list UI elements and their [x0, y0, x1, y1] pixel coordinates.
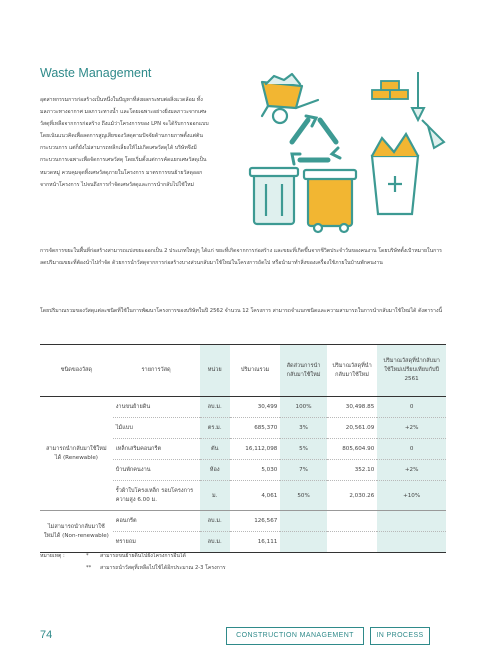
cell-pct: 5%: [280, 439, 326, 460]
page-number: 74: [40, 629, 53, 641]
cell-amount: 352.10: [327, 460, 377, 481]
group-renewable: สามารถนำกลับมาใช้ใหม่ได้ (Renewable): [40, 397, 113, 511]
cell-item: รั้วผ้าใบโครงเหล็ก รอบโครงการ ความสูง 6.00 ม.: [113, 481, 200, 511]
paper-recycling-icon: [372, 134, 418, 214]
bricks-icon: [372, 81, 408, 99]
cell-pct: [280, 511, 326, 532]
cell-pct: 50%: [280, 481, 326, 511]
cell-item: บ้านพักคนงาน: [113, 460, 200, 481]
intro-paragraph: อุตสาหกรรมการก่อสร้างเป็นหนึ่งในปัญหาที่ส่งผลกระทบต่อสิ่งแวดล้อม ทั้งมลภาวะทางอากาศ มลภาวะทางน้ำ และโดยเฉพาะอย่างยิ่งมลภาวะจากเศษวัสดุที่เหลือจากการก่อสร้าง ถึงแม้ว่าโครงการของ LPN จะได้รับการออกแบบโดยเน้นแนวคิดเพื่อลดการสูญเสียของวัสดุตามปัจจัยด้านกายภาพตั้งแต่ต้นกระบวนการ แต่ก็ยังไม่สามารถหลีกเลี่ยงให้ไม่เกิดเศษวัสดุได้ บริษัทจึงมีกระบวนการเฉพาะเพื่อจัดการเศษวัสดุ โดยเริ่มตั้งแต่การคัดแยกเศษวัสดุเป็นหมวดหมู่ ควบคุมจุดทิ้งเศษวัสดุภายในโครงการ มาตรการขนย้ายวัสดุออกจากหน้าโครงการ ไปจนถึงการกำจัดเศษวัสดุและการนำกลับไปใช้ใหม่: [40, 97, 209, 188]
note-text: สามารถขนย้ายดินไปยังโครงการอื่นได้: [100, 553, 186, 559]
waste-illustration: [222, 64, 452, 236]
table-header-row: [40, 345, 446, 397]
cell-recycle: +2%: [377, 460, 446, 481]
waste-classification-paragraph: การจัดการขยะในพื้นที่ก่อสร้างสามารถแบ่งขยะออกเป็น 2 ประเภทใหญ่ๆ ได้แก่ ขยะที่เกิดจากการก่อสร้าง และขยะที่เกิดขึ้นจากชีวิตประจำวันของคนงาน โดยบริษัทตั้งเป้าหมายในการลดปริมาณขยะที่ต้องนำไปกำจัด ด้วยการนำวัสดุจากการก่อสร้างบางส่วนกลับมาใช้ใหม่ในโครงการถัดไป หรือนำมาทำสิ่งของเครื่องใช้ภายในบ้านพักคนงาน: [40, 248, 442, 266]
cell-recycle: +2%: [377, 418, 446, 439]
cell-unit: ลบ.ม.: [200, 532, 230, 553]
cell-unit: ตัน: [200, 439, 230, 460]
cell-amount: [327, 532, 377, 553]
recycling-bin-icon: [250, 168, 298, 224]
note-text: สามารถนำวัสดุที่เหลือไปใช้ได้อีกประมาณ 2-3 โครงการ: [100, 565, 226, 571]
col-header-recycle: ปริมาณวัสดุที่นำกลับมาใช้ใหม่เปรียบเทียบกับปี 2561: [377, 345, 446, 397]
group-non-renewable: ไม่สามารถนำกลับมาใช้ใหม่ได้ (Non-renewable): [40, 511, 113, 553]
cell-total: 4,061: [230, 481, 280, 511]
cell-total: 685,370: [230, 418, 280, 439]
col-header-total: ปริมาณรวม: [240, 367, 270, 373]
cell-amount: [327, 511, 377, 532]
note-marker: **: [86, 565, 92, 571]
col-header-item: รายการวัสดุ: [141, 367, 171, 373]
notes-label: หมายเหตุ :: [40, 553, 65, 559]
cell-total: 30,499: [230, 397, 280, 418]
cell-pct: 7%: [280, 460, 326, 481]
shovel-icon: [412, 72, 424, 120]
materials-table: [40, 344, 446, 553]
col-header-amount: ปริมาณวัสดุที่นำกลับมาใช้ใหม่: [332, 362, 372, 378]
cell-total: 5,030: [230, 460, 280, 481]
recycle-symbol-icon: [292, 116, 340, 164]
cell-amount: 30,498.85: [327, 397, 377, 418]
cell-recycle: [377, 532, 446, 553]
cell-recycle: +10%: [377, 481, 446, 511]
status-tag: IN PROCESS: [370, 627, 430, 645]
trash-bin-icon: [304, 170, 356, 232]
cell-item: คอนกรีต: [113, 511, 200, 532]
cell-amount: 20,561.09: [327, 418, 377, 439]
cell-total: 16,112,098: [230, 439, 280, 460]
cell-pct: [280, 532, 326, 553]
cell-item: งานขนย้ายดิน: [113, 397, 200, 418]
col-header-unit: หน่วย: [200, 345, 230, 397]
cell-unit: ตร.ม.: [200, 418, 230, 439]
cell-recycle: 0: [377, 439, 446, 460]
cell-item: เหล็กเสริมคอนกรีต: [113, 439, 200, 460]
cell-recycle: [377, 511, 446, 532]
cell-item: ทรายถม: [113, 532, 200, 553]
section-tag: CONSTRUCTION MANAGEMENT: [226, 627, 364, 645]
cell-unit: ลบ.ม.: [200, 511, 230, 532]
col-header-pct: สัดส่วนการนำกลับมาใช้ใหม่: [280, 345, 326, 397]
material-summary-paragraph: โดยปริมาณรวมของวัสดุแต่ละชนิดที่ใช้ในการพัฒนาโครงการของบริษัทในปี 2562 จำนวน 12 โครงการ สามารถจำแนกชนิดและความสามารถในการนำกลับมาใช้ใหม่ได้ ดังตารางนี้: [40, 308, 443, 314]
cell-unit: ห้อง: [200, 460, 230, 481]
cell-unit: ลบ.ม.: [200, 397, 230, 418]
cell-total: 126,567: [230, 511, 280, 532]
cell-recycle: 0: [377, 397, 446, 418]
note-marker: *: [86, 553, 89, 559]
table-notes: [40, 550, 226, 574]
table-row: [40, 397, 446, 418]
table-row: [40, 511, 446, 532]
trowel-icon: [422, 120, 444, 148]
cell-total: 16,111: [230, 532, 280, 553]
cell-unit: ม.: [200, 481, 230, 511]
cell-pct: 100%: [280, 397, 326, 418]
col-header-type: ชนิดของวัสดุ: [60, 367, 93, 373]
cell-amount: 2,030.26: [327, 481, 377, 511]
cell-amount: 805,604.90: [327, 439, 377, 460]
cell-item: ไม้แบบ: [113, 418, 200, 439]
page-title: Waste Management: [40, 66, 152, 80]
cell-pct: 3%: [280, 418, 326, 439]
